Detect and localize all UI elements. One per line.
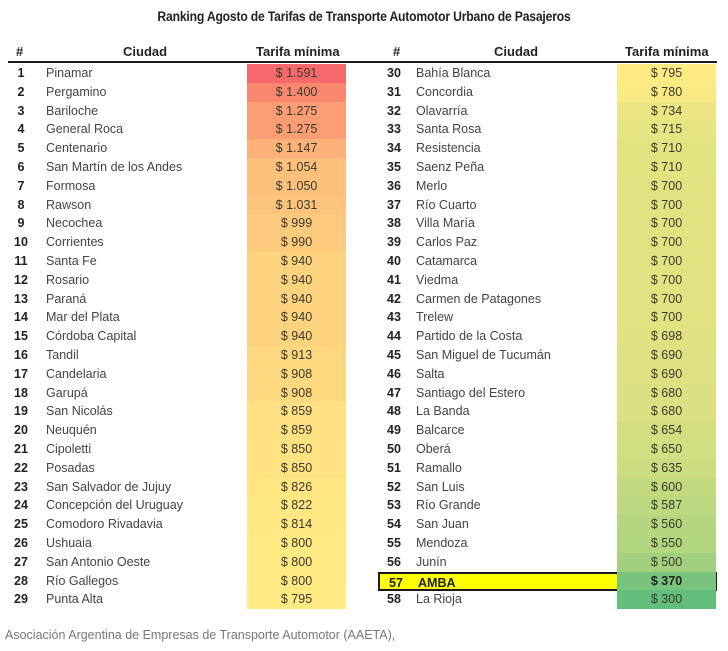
table-row bbox=[8, 440, 346, 459]
city-cell: Río Gallegos bbox=[46, 573, 119, 588]
fare-cell: $ 999 bbox=[247, 214, 346, 233]
city-cell: Carmen de Patagones bbox=[416, 291, 542, 306]
fare-cell: $ 940 bbox=[247, 290, 346, 309]
header-divider bbox=[8, 61, 717, 63]
table-row bbox=[378, 459, 717, 478]
chart-title: Ranking Agosto de Tarifas de Transporte Automotor Urbano de Pasajeros bbox=[157, 9, 571, 24]
city-cell: Merlo bbox=[416, 178, 448, 193]
rank-cell: 11 bbox=[14, 254, 28, 268]
table-row bbox=[378, 496, 717, 515]
table-row bbox=[378, 590, 717, 609]
table-row bbox=[378, 534, 717, 553]
rank-cell: 20 bbox=[14, 423, 28, 438]
city-cell: Posadas bbox=[46, 460, 95, 475]
fare-cell: $ 800 bbox=[247, 534, 346, 553]
city-cell: La Banda bbox=[416, 404, 470, 419]
fare-cell: $ 800 bbox=[247, 572, 346, 591]
rank-cell: 24 bbox=[14, 498, 28, 513]
rank-cell: 14 bbox=[14, 310, 28, 325]
rank-cell: 23 bbox=[14, 479, 28, 494]
table-row bbox=[8, 252, 346, 271]
fare-cell: $ 859 bbox=[247, 421, 346, 440]
table-row bbox=[8, 365, 346, 384]
table-row bbox=[8, 346, 346, 365]
fare-cell: $ 700 bbox=[617, 233, 716, 252]
rank-cell: 10 bbox=[14, 235, 28, 250]
fare-cell: $ 1.275 bbox=[247, 120, 346, 139]
rank-cell: 27 bbox=[14, 554, 28, 569]
rank-cell: 52 bbox=[387, 479, 401, 494]
city-cell: Bariloche bbox=[46, 103, 99, 118]
rank-cell: 30 bbox=[387, 66, 401, 80]
city-cell: Mar del Plata bbox=[46, 310, 120, 325]
city-cell: Saenz Peña bbox=[416, 160, 485, 174]
fare-cell: $ 700 bbox=[617, 271, 716, 290]
header-city-left: Ciudad bbox=[123, 44, 168, 59]
rank-cell: 5 bbox=[17, 141, 25, 156]
table-row bbox=[8, 271, 346, 290]
fare-cell: $ 700 bbox=[617, 214, 716, 233]
fare-cell: $ 940 bbox=[247, 271, 346, 290]
table-row bbox=[8, 102, 346, 121]
city-cell: Ramallo bbox=[416, 460, 462, 475]
city-cell: Balcarce bbox=[416, 423, 465, 438]
city-cell: Villa María bbox=[416, 216, 475, 231]
fare-cell: $ 680 bbox=[617, 402, 716, 421]
table-row bbox=[378, 158, 717, 177]
fare-cell: $ 826 bbox=[247, 478, 346, 497]
table-row bbox=[8, 478, 346, 497]
table-row bbox=[8, 177, 346, 196]
city-cell: Junín bbox=[416, 554, 447, 569]
city-cell: Pinamar bbox=[46, 66, 93, 80]
table-row bbox=[378, 327, 717, 346]
table-row bbox=[378, 196, 717, 215]
table-row bbox=[378, 478, 717, 497]
rank-cell: 12 bbox=[14, 272, 28, 287]
city-cell: Rawson bbox=[46, 197, 92, 212]
rank-cell: 34 bbox=[387, 141, 401, 156]
table-row bbox=[8, 553, 346, 572]
table-row bbox=[8, 421, 346, 440]
table-row bbox=[378, 308, 717, 327]
city-cell: Punta Alta bbox=[46, 592, 103, 607]
rank-cell: 45 bbox=[387, 348, 401, 362]
rank-cell: 3 bbox=[17, 103, 25, 118]
city-cell: Resistencia bbox=[416, 141, 481, 156]
city-cell: Córdoba Capital bbox=[46, 329, 137, 344]
city-cell: Santa Fe bbox=[46, 254, 97, 268]
rank-cell: 35 bbox=[387, 160, 401, 174]
fare-cell: $ 370 bbox=[617, 572, 716, 591]
city-cell: Formosa bbox=[46, 178, 96, 193]
city-cell: Rosario bbox=[46, 272, 90, 287]
city-cell: Concordia bbox=[416, 84, 473, 99]
city-cell: Corrientes bbox=[46, 235, 104, 250]
fare-cell: $ 300 bbox=[617, 590, 716, 609]
city-cell: Olavarría bbox=[416, 103, 468, 118]
rank-cell: 16 bbox=[14, 348, 28, 362]
table-row bbox=[8, 196, 346, 215]
fare-cell: $ 550 bbox=[617, 534, 716, 553]
header-fare-right: Tarifa mínima bbox=[625, 44, 709, 59]
table-row bbox=[8, 534, 346, 553]
rank-cell: 36 bbox=[387, 178, 401, 193]
rank-cell: 28 bbox=[14, 573, 28, 588]
city-cell: Catamarca bbox=[416, 254, 478, 268]
fare-cell: $ 635 bbox=[617, 459, 716, 478]
fare-cell: $ 650 bbox=[617, 440, 716, 459]
city-cell: Necochea bbox=[46, 216, 103, 231]
rank-cell: 15 bbox=[14, 329, 28, 344]
fare-cell: $ 680 bbox=[617, 384, 716, 403]
fare-cell: $ 690 bbox=[617, 365, 716, 384]
rank-cell: 41 bbox=[387, 272, 401, 287]
table-row bbox=[8, 83, 346, 102]
rank-cell: 37 bbox=[387, 197, 401, 212]
city-cell: Trelew bbox=[416, 310, 454, 325]
city-cell: Río Grande bbox=[416, 498, 481, 513]
fare-cell: $ 700 bbox=[617, 177, 716, 196]
fare-cell: $ 600 bbox=[617, 478, 716, 497]
fare-cell: $ 940 bbox=[247, 327, 346, 346]
table-row bbox=[378, 384, 717, 403]
fare-cell: $ 913 bbox=[247, 346, 346, 365]
fare-cell: $ 710 bbox=[617, 139, 716, 158]
fare-cell: $ 700 bbox=[617, 252, 716, 271]
table-row bbox=[8, 233, 346, 252]
city-cell: Centenario bbox=[46, 141, 108, 156]
rank-cell: 56 bbox=[387, 554, 401, 569]
table-row bbox=[8, 139, 346, 158]
table-row bbox=[8, 64, 346, 83]
rank-cell: 50 bbox=[387, 442, 401, 456]
table-row bbox=[378, 290, 717, 309]
fare-cell: $ 690 bbox=[617, 346, 716, 365]
table-row bbox=[378, 139, 717, 158]
fare-cell: $ 587 bbox=[617, 496, 716, 515]
city-cell: Carlos Paz bbox=[416, 235, 478, 250]
rank-cell: 17 bbox=[14, 366, 28, 381]
table-row bbox=[378, 421, 717, 440]
rank-cell: 54 bbox=[387, 517, 401, 532]
rank-cell: 13 bbox=[14, 291, 28, 306]
rank-cell: 1 bbox=[17, 66, 25, 80]
table-row bbox=[378, 553, 717, 572]
fare-cell: $ 715 bbox=[617, 120, 716, 139]
fare-cell: $ 700 bbox=[617, 308, 716, 327]
fare-cell: $ 710 bbox=[617, 158, 716, 177]
table-row bbox=[8, 290, 346, 309]
rank-cell: 22 bbox=[14, 460, 28, 475]
table-row bbox=[378, 252, 717, 271]
fare-cell: $ 1.400 bbox=[247, 83, 346, 102]
rank-cell: 32 bbox=[387, 103, 401, 118]
city-cell: Tandil bbox=[46, 348, 79, 362]
fare-cell: $ 850 bbox=[247, 440, 346, 459]
table-row bbox=[378, 120, 717, 139]
rank-cell: 9 bbox=[17, 216, 25, 231]
rank-cell: 58 bbox=[387, 592, 401, 607]
table-row bbox=[8, 515, 346, 534]
table-row bbox=[8, 308, 346, 327]
rank-cell: 43 bbox=[387, 310, 401, 325]
header-fare-left: Tarifa mínima bbox=[256, 44, 340, 59]
fare-cell: $ 940 bbox=[247, 308, 346, 327]
table-row bbox=[8, 214, 346, 233]
table-row bbox=[8, 120, 346, 139]
city-cell: Santiago del Estero bbox=[416, 385, 526, 400]
fare-cell: $ 560 bbox=[617, 515, 716, 534]
city-cell: San Luis bbox=[416, 479, 465, 494]
fare-cell: $ 814 bbox=[247, 515, 346, 534]
city-cell: Bahía Blanca bbox=[416, 66, 491, 80]
city-cell: General Roca bbox=[46, 122, 124, 137]
table-row bbox=[8, 158, 346, 177]
fare-cell: $ 780 bbox=[617, 83, 716, 102]
table-row bbox=[378, 233, 717, 252]
fare-cell: $ 734 bbox=[617, 102, 716, 121]
city-cell: Santa Rosa bbox=[416, 122, 482, 137]
fare-cell: $ 990 bbox=[247, 233, 346, 252]
table-row bbox=[8, 402, 346, 421]
rank-cell: 4 bbox=[17, 122, 25, 137]
city-cell: Viedma bbox=[416, 272, 459, 287]
city-cell: Pergamino bbox=[46, 84, 107, 99]
table-row bbox=[8, 496, 346, 515]
rank-cell: 29 bbox=[14, 592, 28, 607]
city-cell: Mendoza bbox=[416, 536, 468, 550]
fare-cell: $ 700 bbox=[617, 290, 716, 309]
header-rank-left: # bbox=[16, 44, 24, 59]
city-cell: San Nicolás bbox=[46, 404, 113, 419]
table-row bbox=[378, 83, 717, 102]
fare-cell: $ 1.050 bbox=[247, 177, 346, 196]
rank-cell: 7 bbox=[17, 178, 25, 193]
source-caption: Asociación Argentina de Empresas de Transporte Automotor (AAETA), bbox=[5, 628, 396, 642]
city-cell: San Juan bbox=[416, 517, 469, 532]
rank-cell: 53 bbox=[387, 498, 401, 513]
rank-cell: 48 bbox=[387, 404, 401, 419]
table-row bbox=[378, 214, 717, 233]
rank-cell: 38 bbox=[387, 216, 401, 231]
table-row bbox=[378, 64, 717, 83]
header-city-right: Ciudad bbox=[494, 44, 539, 59]
fare-cell: $ 800 bbox=[247, 553, 346, 572]
city-cell: Garupá bbox=[46, 385, 88, 400]
rank-cell: 42 bbox=[387, 291, 401, 306]
rank-cell: 18 bbox=[14, 385, 28, 400]
fare-cell: $ 700 bbox=[617, 196, 716, 215]
city-cell: La Rioja bbox=[416, 592, 462, 607]
rank-cell: 31 bbox=[387, 84, 401, 99]
fare-cell: $ 908 bbox=[247, 384, 346, 403]
table-row bbox=[378, 572, 717, 591]
city-cell: Oberá bbox=[416, 442, 451, 456]
city-cell: Concepción del Uruguay bbox=[46, 498, 183, 513]
table-row bbox=[378, 102, 717, 121]
table-row bbox=[8, 459, 346, 478]
city-cell: San Miguel de Tucumán bbox=[416, 348, 551, 362]
header-rank-right: # bbox=[393, 44, 401, 59]
city-cell: Partido de la Costa bbox=[416, 329, 523, 344]
rank-cell: 57 bbox=[389, 575, 403, 590]
city-cell: San Antonio Oeste bbox=[46, 554, 151, 569]
rank-cell: 25 bbox=[14, 517, 28, 532]
rank-cell: 39 bbox=[387, 235, 401, 250]
fare-cell: $ 795 bbox=[247, 590, 346, 609]
table-row bbox=[378, 402, 717, 421]
fare-cell: $ 940 bbox=[247, 252, 346, 271]
city-cell: Comodoro Rivadavia bbox=[46, 517, 163, 532]
fare-cell: $ 859 bbox=[247, 402, 346, 421]
table-row bbox=[8, 572, 346, 591]
fare-cell: $ 1.147 bbox=[247, 139, 346, 158]
rank-cell: 55 bbox=[387, 536, 401, 550]
city-cell: AMBA bbox=[418, 575, 456, 590]
rank-cell: 6 bbox=[17, 160, 25, 174]
table-row bbox=[378, 177, 717, 196]
city-cell: San Salvador de Jujuy bbox=[46, 479, 172, 494]
fare-cell: $ 1.054 bbox=[247, 158, 346, 177]
rank-cell: 44 bbox=[387, 329, 401, 344]
fare-cell: $ 908 bbox=[247, 365, 346, 384]
rank-cell: 46 bbox=[387, 366, 401, 381]
rank-cell: 26 bbox=[14, 536, 28, 550]
rank-cell: 19 bbox=[14, 404, 28, 419]
table-row bbox=[378, 515, 717, 534]
rank-cell: 49 bbox=[387, 423, 401, 438]
fare-cell: $ 1.591 bbox=[247, 64, 346, 83]
fare-cell: $ 500 bbox=[617, 553, 716, 572]
city-cell: Río Cuarto bbox=[416, 197, 477, 212]
rank-cell: 51 bbox=[387, 460, 401, 475]
city-cell: Ushuaia bbox=[46, 536, 92, 550]
rank-cell: 47 bbox=[387, 385, 401, 400]
rank-cell: 40 bbox=[387, 254, 401, 268]
table-row bbox=[378, 346, 717, 365]
rank-cell: 33 bbox=[387, 122, 401, 137]
fare-cell: $ 698 bbox=[617, 327, 716, 346]
fare-cell: $ 850 bbox=[247, 459, 346, 478]
table-row bbox=[8, 590, 346, 609]
rank-cell: 2 bbox=[17, 84, 25, 99]
fare-cell: $ 654 bbox=[617, 421, 716, 440]
city-cell: Neuquén bbox=[46, 423, 97, 438]
rank-cell: 21 bbox=[14, 442, 28, 456]
city-cell: Salta bbox=[416, 366, 445, 381]
city-cell: San Martín de los Andes bbox=[46, 160, 183, 174]
table-row bbox=[8, 327, 346, 346]
fare-cell: $ 795 bbox=[617, 64, 716, 83]
table-row bbox=[378, 271, 717, 290]
table-row bbox=[8, 384, 346, 403]
table-row bbox=[378, 440, 717, 459]
rank-cell: 8 bbox=[17, 197, 25, 212]
fare-cell: $ 1.275 bbox=[247, 102, 346, 121]
table-row bbox=[378, 365, 717, 384]
city-cell: Candelaria bbox=[46, 366, 107, 381]
fare-cell: $ 822 bbox=[247, 496, 346, 515]
city-cell: Paraná bbox=[46, 291, 87, 306]
fare-cell: $ 1.031 bbox=[247, 196, 346, 215]
city-cell: Cipoletti bbox=[46, 442, 92, 456]
